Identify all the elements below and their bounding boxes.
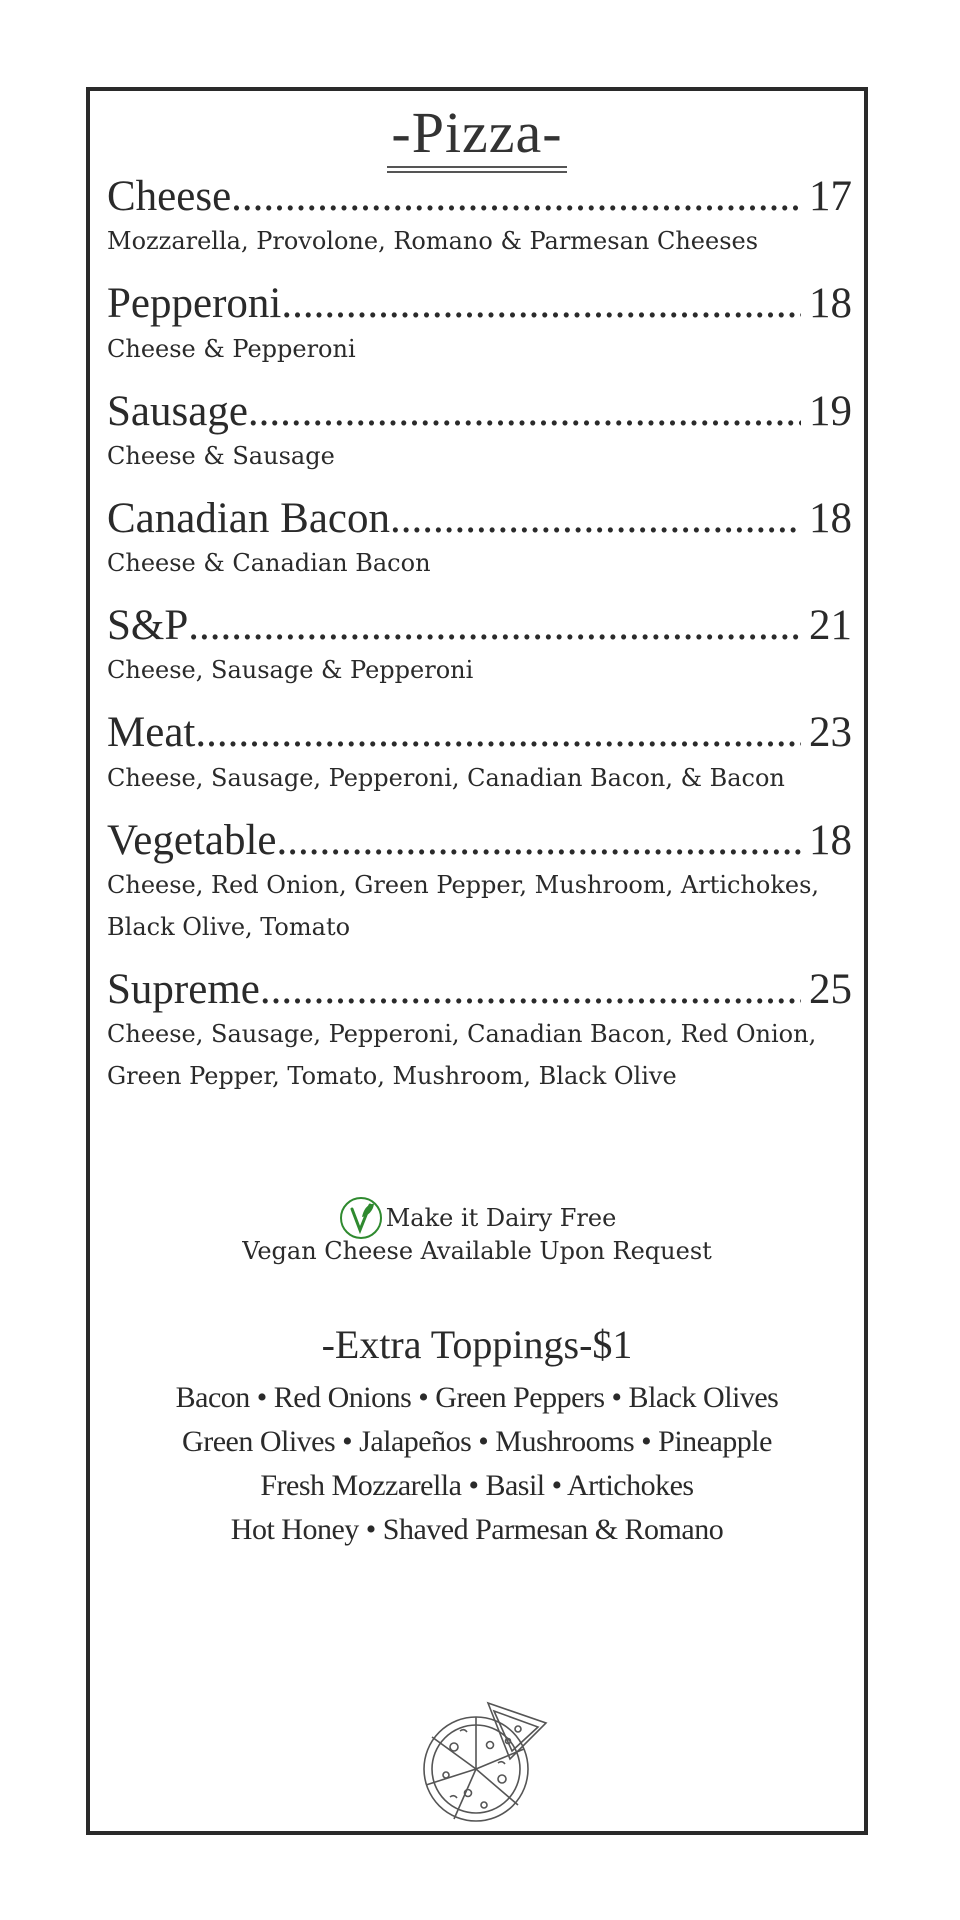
menu-item-description: Cheese, Sausage, Pepperoni, Canadian Bacon, & Bacon xyxy=(107,763,785,792)
menu-item-row xyxy=(107,173,852,220)
toppings-line: Bacon • Red Onions • Green Peppers • Black Olives xyxy=(175,1381,779,1414)
menu-item-price: 18 xyxy=(809,494,852,542)
menu-item xyxy=(107,817,852,948)
dot-leader xyxy=(390,495,801,542)
menu-item-price: 19 xyxy=(809,387,852,435)
menu-items xyxy=(107,173,852,1115)
dot-leader xyxy=(231,173,801,220)
vegan-cheese-note: Vegan Cheese Available Upon Request xyxy=(242,1237,712,1265)
menu-item xyxy=(107,173,852,262)
menu-item xyxy=(107,966,852,1097)
dot-leader xyxy=(195,709,801,756)
menu-title: -Pizza- xyxy=(387,103,566,173)
pizza-sketch-icon xyxy=(414,1697,554,1829)
menu-item xyxy=(107,709,852,798)
menu-item-price: 17 xyxy=(809,173,852,220)
vegan-leaf-icon xyxy=(338,1195,384,1241)
toppings-line: Hot Honey • Shaved Parmesan & Romano xyxy=(230,1513,724,1546)
menu-item-price: 21 xyxy=(809,602,852,650)
menu-item-row xyxy=(107,602,852,649)
menu-item-description: Black Olive, Tomato xyxy=(107,913,351,942)
extra-toppings xyxy=(90,1321,864,1552)
menu-item-row xyxy=(107,709,852,756)
menu-item-name: Pepperoni xyxy=(107,280,282,328)
menu-item-row xyxy=(107,817,852,864)
menu-item-description: Cheese, Sausage & Pepperoni xyxy=(107,656,474,685)
menu-item-description: Cheese & Canadian Bacon xyxy=(107,549,431,578)
menu-item-price: 25 xyxy=(809,966,852,1014)
menu-item-name: Meat xyxy=(107,709,196,757)
menu-item-name: Sausage xyxy=(107,387,248,435)
menu-item-row xyxy=(107,966,852,1013)
menu-item-price: 23 xyxy=(809,709,852,757)
menu-item-row xyxy=(107,388,852,435)
menu-item-description: Mozzarella, Provolone, Romano & Parmesan Cheeses xyxy=(107,227,759,256)
extra-toppings-heading: -Extra Toppings-$1 xyxy=(321,1322,633,1367)
menu-item-name: Cheese xyxy=(107,173,232,220)
menu-item-description: Green Pepper, Tomato, Mushroom, Black Olive xyxy=(107,1062,677,1091)
dot-leader xyxy=(281,280,801,327)
menu-item xyxy=(107,602,852,691)
menu-item-name: Supreme xyxy=(107,966,260,1014)
menu-item-description: Cheese, Red Onion, Green Pepper, Mushroom, Artichokes, xyxy=(107,871,820,900)
menu-item-price: 18 xyxy=(809,280,852,328)
menu-item-name: Canadian Bacon xyxy=(107,494,390,542)
dairy-free-note xyxy=(90,1193,864,1265)
menu-item-description: Cheese, Sausage, Pepperoni, Canadian Bacon, Red Onion, xyxy=(107,1020,817,1049)
menu-item xyxy=(107,495,852,584)
menu-item-name: Vegetable xyxy=(107,816,277,864)
menu-item-name: S&P xyxy=(107,602,189,650)
menu-item xyxy=(107,280,852,369)
menu-item-row xyxy=(107,280,852,327)
menu-item-row xyxy=(107,495,852,542)
menu-frame xyxy=(86,87,868,1835)
menu-item xyxy=(107,388,852,477)
dot-leader xyxy=(188,602,801,649)
dot-leader xyxy=(248,388,801,435)
dot-leader xyxy=(277,817,801,864)
toppings-line: Fresh Mozzarella • Basil • Artichokes xyxy=(260,1469,694,1502)
toppings-line: Green Olives • Jalapeños • Mushrooms • Pineapple xyxy=(182,1425,772,1458)
menu-item-description: Cheese & Pepperoni xyxy=(107,334,356,363)
dot-leader xyxy=(260,966,801,1013)
menu-item-description: Cheese & Sausage xyxy=(107,441,335,470)
menu-item-price: 18 xyxy=(809,816,852,864)
menu-title-wrap xyxy=(90,100,864,173)
dairy-free-label: Make it Dairy Free xyxy=(385,1204,617,1232)
